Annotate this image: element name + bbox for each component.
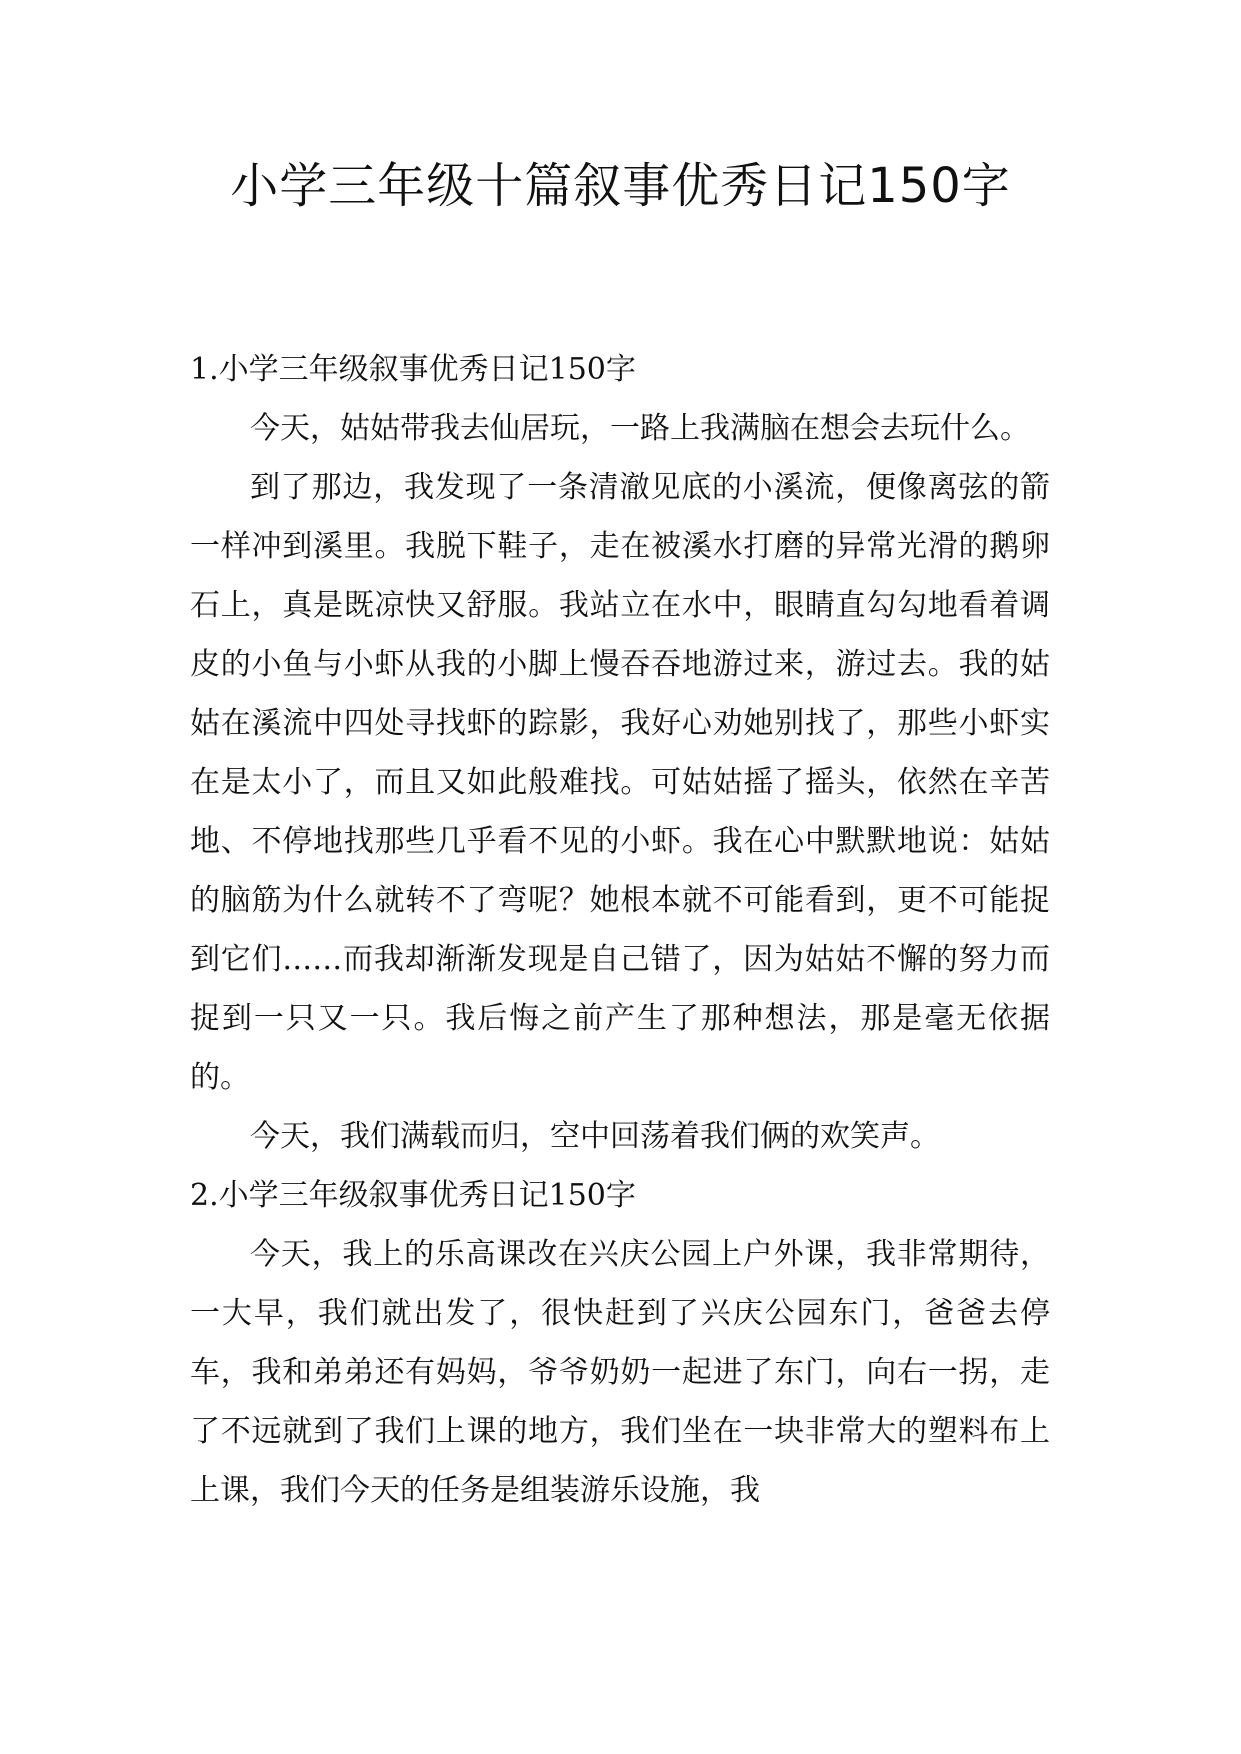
paragraph: 今天，我上的乐高课改在兴庆公园上户外课，我非常期待，一大早，我们就出发了，很快赶到了兴庆公园东门，爸爸去停车，我和弟弟还有妈妈，爷爷奶奶一起进了东门，向右一拐，走了不远就到了我们上课的地方，我们坐在一块非常大的塑料布上上课，我们今天的任务是组装游乐设施，我 [190, 1237, 1050, 1508]
paragraph: 到了那边，我发现了一条清澈见底的小溪流，便像离弦的箭一样冲到溪里。我脱下鞋子，走在被溪水打磨的异常光滑的鹅卵石上，真是既凉快又舒服。我站立在水中，眼睛直勾勾地看着调皮的小鱼与小虾从我的小脚上慢吞吞地游过来，游过去。我的姑姑在溪流中四处寻找虾的踪影，我好心劝她别找了，那些小虾实在是太小了，而且又如此般难找。可姑姑摇了摇头，依然在辛苦地、不停地找那些几乎看不见的小虾。我在心中默默地说：姑姑的脑筋为什么就转不了弯呢？她根本就不可能看到，更不可能捉到它们……而我却渐渐发现是自己错了，因为姑姑不懈的努力而捉到一只又一只。我后悔之前产生了那种想法，那是毫无依据的。 [190, 470, 1050, 1095]
section-1 [190, 340, 1050, 1166]
section-2 [190, 1166, 1050, 1520]
section-heading: 1.小学三年级叙事优秀日记150字 [190, 352, 636, 387]
document-body [190, 340, 1050, 1520]
paragraph: 今天，姑姑带我去仙居玩，一路上我满脑在想会去玩什么。 [250, 411, 1030, 446]
section-heading: 2.小学三年级叙事优秀日记150字 [190, 1178, 636, 1213]
paragraph: 今天，我们满载而归，空中回荡着我们俩的欢笑声。 [250, 1119, 940, 1154]
document-title: 小学三年级十篇叙事优秀日记150字 [230, 158, 1011, 214]
